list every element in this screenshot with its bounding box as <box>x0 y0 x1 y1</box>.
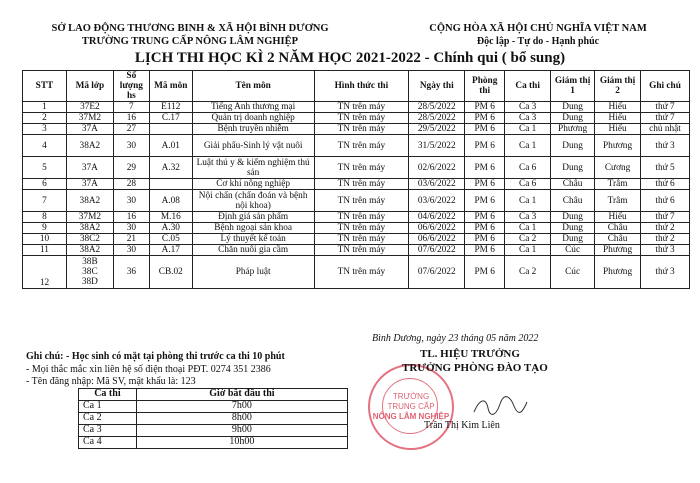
cell-proctor-2: Hiếu <box>595 124 641 135</box>
cell-student-count: 30 <box>113 190 149 212</box>
cell-subject-code: C.05 <box>149 234 192 245</box>
cell-exam-date: 02/6/2022 <box>409 157 465 179</box>
header-shift: Ca thi <box>79 389 137 401</box>
signature-title-1: TL. HIỆU TRƯỞNG <box>420 348 520 360</box>
cell-room: PM 6 <box>465 102 505 113</box>
place-date: Bình Dương, ngày 23 tháng 05 năm 2022 <box>372 333 539 344</box>
cell-exam-form: TN trên máy <box>314 223 409 234</box>
cell-exam-date: 07/6/2022 <box>409 245 465 256</box>
cell-student-count: 29 <box>113 157 149 179</box>
shift-time: 8h00 <box>136 413 347 425</box>
cell-room: PM 6 <box>465 124 505 135</box>
cell-exam-form: TN trên máy <box>314 157 409 179</box>
shift-row <box>79 413 348 425</box>
cell-subject-name: Bệnh truyền nhiễm <box>192 124 314 135</box>
cell-proctor-2: Hiếu <box>595 212 641 223</box>
shift-header-row <box>79 389 348 401</box>
cell-student-count: 7 <box>113 102 149 113</box>
cell-proctor-2: Phương <box>595 135 641 157</box>
note-line-3: - Tên đăng nhập: Mã SV, mật khẩu là: 123 <box>26 376 196 387</box>
stamp-line-1: TRƯỜNG <box>392 392 430 401</box>
cell-exam-form: TN trên máy <box>314 245 409 256</box>
cell-exam-date: 31/5/2022 <box>409 135 465 157</box>
cell-student-count: 16 <box>113 212 149 223</box>
cell-exam-date: 28/5/2022 <box>409 113 465 124</box>
cell-note: thứ 5 <box>641 157 690 179</box>
cell-room: PM 6 <box>465 256 505 289</box>
cell-stt: 12 <box>23 256 67 289</box>
signature-title-2: TRƯỞNG PHÒNG ĐÀO TẠO <box>402 362 548 374</box>
note-line-2: - Mọi thắc mắc xin liên hệ số điện thoại PĐT. 0274 351 2386 <box>26 364 271 375</box>
header-start-time: Giờ bắt đầu thi <box>136 389 347 401</box>
cell-proctor-1: Châu <box>551 190 595 212</box>
table-row <box>23 102 690 113</box>
official-stamp <box>368 364 454 450</box>
cell-subject-name: Nội chẩn (chẩn đoán và bệnh nội khoa) <box>192 190 314 212</box>
cell-class-code: 37M2 <box>66 212 113 223</box>
cell-shift: Ca 1 <box>505 124 551 135</box>
cell-subject-code <box>149 179 192 190</box>
shift-row <box>79 437 348 449</box>
table-row <box>23 190 690 212</box>
cell-proctor-1: Dung <box>551 212 595 223</box>
signer-name: Trần Thị Kim Liên <box>424 420 500 431</box>
cell-proctor-1: Dung <box>551 157 595 179</box>
table-row <box>23 256 690 289</box>
cell-proctor-1: Châu <box>551 179 595 190</box>
cell-exam-form: TN trên máy <box>314 234 409 245</box>
cell-subject-name: Quản trị doanh nghiệp <box>192 113 314 124</box>
table-row <box>23 135 690 157</box>
cell-subject-name: Giải phẩu-Sinh lý vật nuôi <box>192 135 314 157</box>
table-header-row <box>23 71 690 102</box>
cell-room: PM 6 <box>465 234 505 245</box>
handwritten-signature <box>470 392 530 420</box>
cell-proctor-2: Cương <box>595 157 641 179</box>
cell-subject-name: Định giá sản phẩm <box>192 212 314 223</box>
cell-subject-code: A.17 <box>149 245 192 256</box>
cell-stt: 1 <box>23 102 67 113</box>
cell-shift: Ca 3 <box>505 212 551 223</box>
cell-exam-form: TN trên máy <box>314 135 409 157</box>
cell-exam-form: TN trên máy <box>314 256 409 289</box>
cell-subject-name: Pháp luật <box>192 256 314 289</box>
cell-student-count: 28 <box>113 179 149 190</box>
shift-time: 9h00 <box>136 425 347 437</box>
cell-shift: Ca 1 <box>505 223 551 234</box>
table-row <box>23 124 690 135</box>
cell-proctor-2: Phương <box>595 245 641 256</box>
cell-note: thứ 3 <box>641 256 690 289</box>
table-row <box>23 223 690 234</box>
cell-exam-form: TN trên máy <box>314 113 409 124</box>
header-exam-form: Hình thức thi <box>314 71 409 102</box>
cell-proctor-1: Phương <box>551 124 595 135</box>
cell-student-count: 30 <box>113 135 149 157</box>
header-subject-code: Mã môn <box>149 71 192 102</box>
national-motto: Độc lập - Tự do - Hạnh phúc <box>476 36 600 47</box>
cell-student-count: 30 <box>113 245 149 256</box>
header-proctor-1: Giám thị 1 <box>551 71 595 102</box>
cell-room: PM 6 <box>465 245 505 256</box>
shift-time-table <box>78 388 348 449</box>
header-note: Ghi chú <box>641 71 690 102</box>
table-row <box>23 179 690 190</box>
cell-subject-code: CB.02 <box>149 256 192 289</box>
cell-shift: Ca 6 <box>505 157 551 179</box>
header-class-code: Mã lớp <box>66 71 113 102</box>
cell-proctor-1: Cúc <box>551 256 595 289</box>
cell-proctor-1: Dung <box>551 113 595 124</box>
cell-subject-name: Tiếng Anh thương mại <box>192 102 314 113</box>
cell-shift: Ca 3 <box>505 113 551 124</box>
cell-proctor-1: Cúc <box>551 245 595 256</box>
cell-exam-form: TN trên máy <box>314 212 409 223</box>
stamp-line-2: TRUNG CẤP <box>387 402 435 411</box>
department-name: SỞ LAO ĐỘNG THƯƠNG BINH & XÃ HỘI BÌNH DƯƠNG <box>51 23 329 34</box>
cell-proctor-2: Trâm <box>595 190 641 212</box>
cell-note: thứ 6 <box>641 190 690 212</box>
header-student-count: Số lượng hs <box>113 71 149 102</box>
cell-student-count: 30 <box>113 223 149 234</box>
shift-name: Ca 2 <box>79 413 137 425</box>
cell-note: chủ nhật <box>641 124 690 135</box>
header-right <box>408 22 668 48</box>
cell-subject-code: M.16 <box>149 212 192 223</box>
shift-row <box>79 401 348 413</box>
cell-note: thứ 3 <box>641 245 690 256</box>
shift-name: Ca 1 <box>79 401 137 413</box>
exam-schedule-table <box>22 70 690 289</box>
cell-stt: 4 <box>23 135 67 157</box>
cell-class-code: 38C2 <box>66 234 113 245</box>
shift-name: Ca 4 <box>79 437 137 449</box>
cell-shift: Ca 3 <box>505 102 551 113</box>
cell-subject-code: A.32 <box>149 157 192 179</box>
cell-note: thứ 3 <box>641 135 690 157</box>
header-room: Phòng thi <box>465 71 505 102</box>
cell-class-code: 38B 38C 38D <box>66 256 113 289</box>
cell-exam-form: TN trên máy <box>314 124 409 135</box>
cell-note: thứ 7 <box>641 212 690 223</box>
cell-shift: Ca 1 <box>505 245 551 256</box>
cell-room: PM 6 <box>465 212 505 223</box>
cell-proctor-2: Phương <box>595 256 641 289</box>
cell-student-count: 21 <box>113 234 149 245</box>
cell-room: PM 6 <box>465 157 505 179</box>
cell-class-code: 37M2 <box>66 113 113 124</box>
cell-proctor-2: Châu <box>595 234 641 245</box>
cell-room: PM 6 <box>465 113 505 124</box>
table-row <box>23 113 690 124</box>
cell-subject-code: E112 <box>149 102 192 113</box>
cell-exam-form: TN trên máy <box>314 190 409 212</box>
country-name: CỘNG HÒA XÃ HỘI CHỦ NGHĨA VIỆT NAM <box>429 23 647 34</box>
cell-proctor-2: Hiếu <box>595 102 641 113</box>
cell-class-code: 37A <box>66 179 113 190</box>
cell-proctor-1: Dung <box>551 102 595 113</box>
cell-proctor-1: Dung <box>551 223 595 234</box>
cell-room: PM 6 <box>465 190 505 212</box>
school-name: TRƯỜNG TRUNG CẤP NÔNG LÂM NGHIỆP <box>81 36 299 47</box>
cell-proctor-2: Châu <box>595 223 641 234</box>
cell-stt: 2 <box>23 113 67 124</box>
cell-class-code: 38A2 <box>66 135 113 157</box>
cell-stt: 6 <box>23 179 67 190</box>
table-row <box>23 157 690 179</box>
cell-stt: 9 <box>23 223 67 234</box>
table-row <box>23 245 690 256</box>
cell-shift: Ca 6 <box>505 179 551 190</box>
cell-exam-date: 07/6/2022 <box>409 256 465 289</box>
note-line-1: Ghi chú: - Học sinh có mặt tại phòng thi trước ca thi 10 phút <box>26 351 285 362</box>
header-left <box>40 22 340 48</box>
cell-proctor-2: Hiếu <box>595 113 641 124</box>
cell-exam-date: 29/5/2022 <box>409 124 465 135</box>
cell-room: PM 6 <box>465 223 505 234</box>
cell-note: thứ 7 <box>641 113 690 124</box>
cell-student-count: 36 <box>113 256 149 289</box>
header-proctor-2: Giám thị 2 <box>595 71 641 102</box>
cell-stt: 11 <box>23 245 67 256</box>
cell-shift: Ca 1 <box>505 135 551 157</box>
cell-class-code: 38A2 <box>66 245 113 256</box>
cell-room: PM 6 <box>465 135 505 157</box>
cell-subject-name: Bệnh ngoại sản khoa <box>192 223 314 234</box>
header-shift: Ca thi <box>505 71 551 102</box>
cell-exam-form: TN trên máy <box>314 102 409 113</box>
cell-subject-code: A.08 <box>149 190 192 212</box>
cell-exam-date: 03/6/2022 <box>409 190 465 212</box>
cell-subject-code <box>149 124 192 135</box>
header-subject-name: Tên môn <box>192 71 314 102</box>
cell-shift: Ca 1 <box>505 190 551 212</box>
cell-stt: 8 <box>23 212 67 223</box>
cell-shift: Ca 2 <box>505 234 551 245</box>
cell-class-code: 38A2 <box>66 190 113 212</box>
cell-shift: Ca 2 <box>505 256 551 289</box>
cell-subject-name: Chăn nuôi gia cầm <box>192 245 314 256</box>
cell-stt: 3 <box>23 124 67 135</box>
cell-subject-name: Cơ khí nông nghiệp <box>192 179 314 190</box>
cell-exam-date: 28/5/2022 <box>409 102 465 113</box>
cell-note: thứ 6 <box>641 179 690 190</box>
cell-exam-date: 06/6/2022 <box>409 234 465 245</box>
shift-row <box>79 425 348 437</box>
cell-class-code: 37A <box>66 124 113 135</box>
cell-proctor-2: Trâm <box>595 179 641 190</box>
cell-student-count: 16 <box>113 113 149 124</box>
cell-stt: 7 <box>23 190 67 212</box>
table-row <box>23 234 690 245</box>
cell-subject-name: Lý thuyết kế toán <box>192 234 314 245</box>
shift-time: 7h00 <box>136 401 347 413</box>
cell-exam-date: 04/6/2022 <box>409 212 465 223</box>
cell-exam-form: TN trên máy <box>314 179 409 190</box>
cell-proctor-1: Dung <box>551 135 595 157</box>
cell-note: thứ 7 <box>641 102 690 113</box>
cell-exam-date: 06/6/2022 <box>409 223 465 234</box>
cell-subject-code: A.01 <box>149 135 192 157</box>
shift-time: 10h00 <box>136 437 347 449</box>
cell-student-count: 27 <box>113 124 149 135</box>
page-title: LỊCH THI HỌC KÌ 2 NĂM HỌC 2021-2022 - Chính qui ( bổ sung) <box>134 50 566 66</box>
cell-subject-code: A.30 <box>149 223 192 234</box>
cell-class-code: 37E2 <box>66 102 113 113</box>
cell-class-code: 37A <box>66 157 113 179</box>
cell-exam-date: 03/6/2022 <box>409 179 465 190</box>
cell-note: thứ 2 <box>641 223 690 234</box>
table-row <box>23 212 690 223</box>
shift-name: Ca 3 <box>79 425 137 437</box>
cell-proctor-1: Dung <box>551 234 595 245</box>
cell-stt: 10 <box>23 234 67 245</box>
cell-class-code: 38A2 <box>66 223 113 234</box>
cell-stt: 5 <box>23 157 67 179</box>
cell-note: thứ 2 <box>641 234 690 245</box>
cell-subject-code: C.17 <box>149 113 192 124</box>
header-stt: STT <box>23 71 67 102</box>
header-exam-date: Ngày thi <box>409 71 465 102</box>
cell-subject-name: Luật thú y & kiểm nghiệm thú sản <box>192 157 314 179</box>
cell-room: PM 6 <box>465 179 505 190</box>
stamp-line-3: NÔNG LÂM NGHIỆP <box>372 412 450 421</box>
